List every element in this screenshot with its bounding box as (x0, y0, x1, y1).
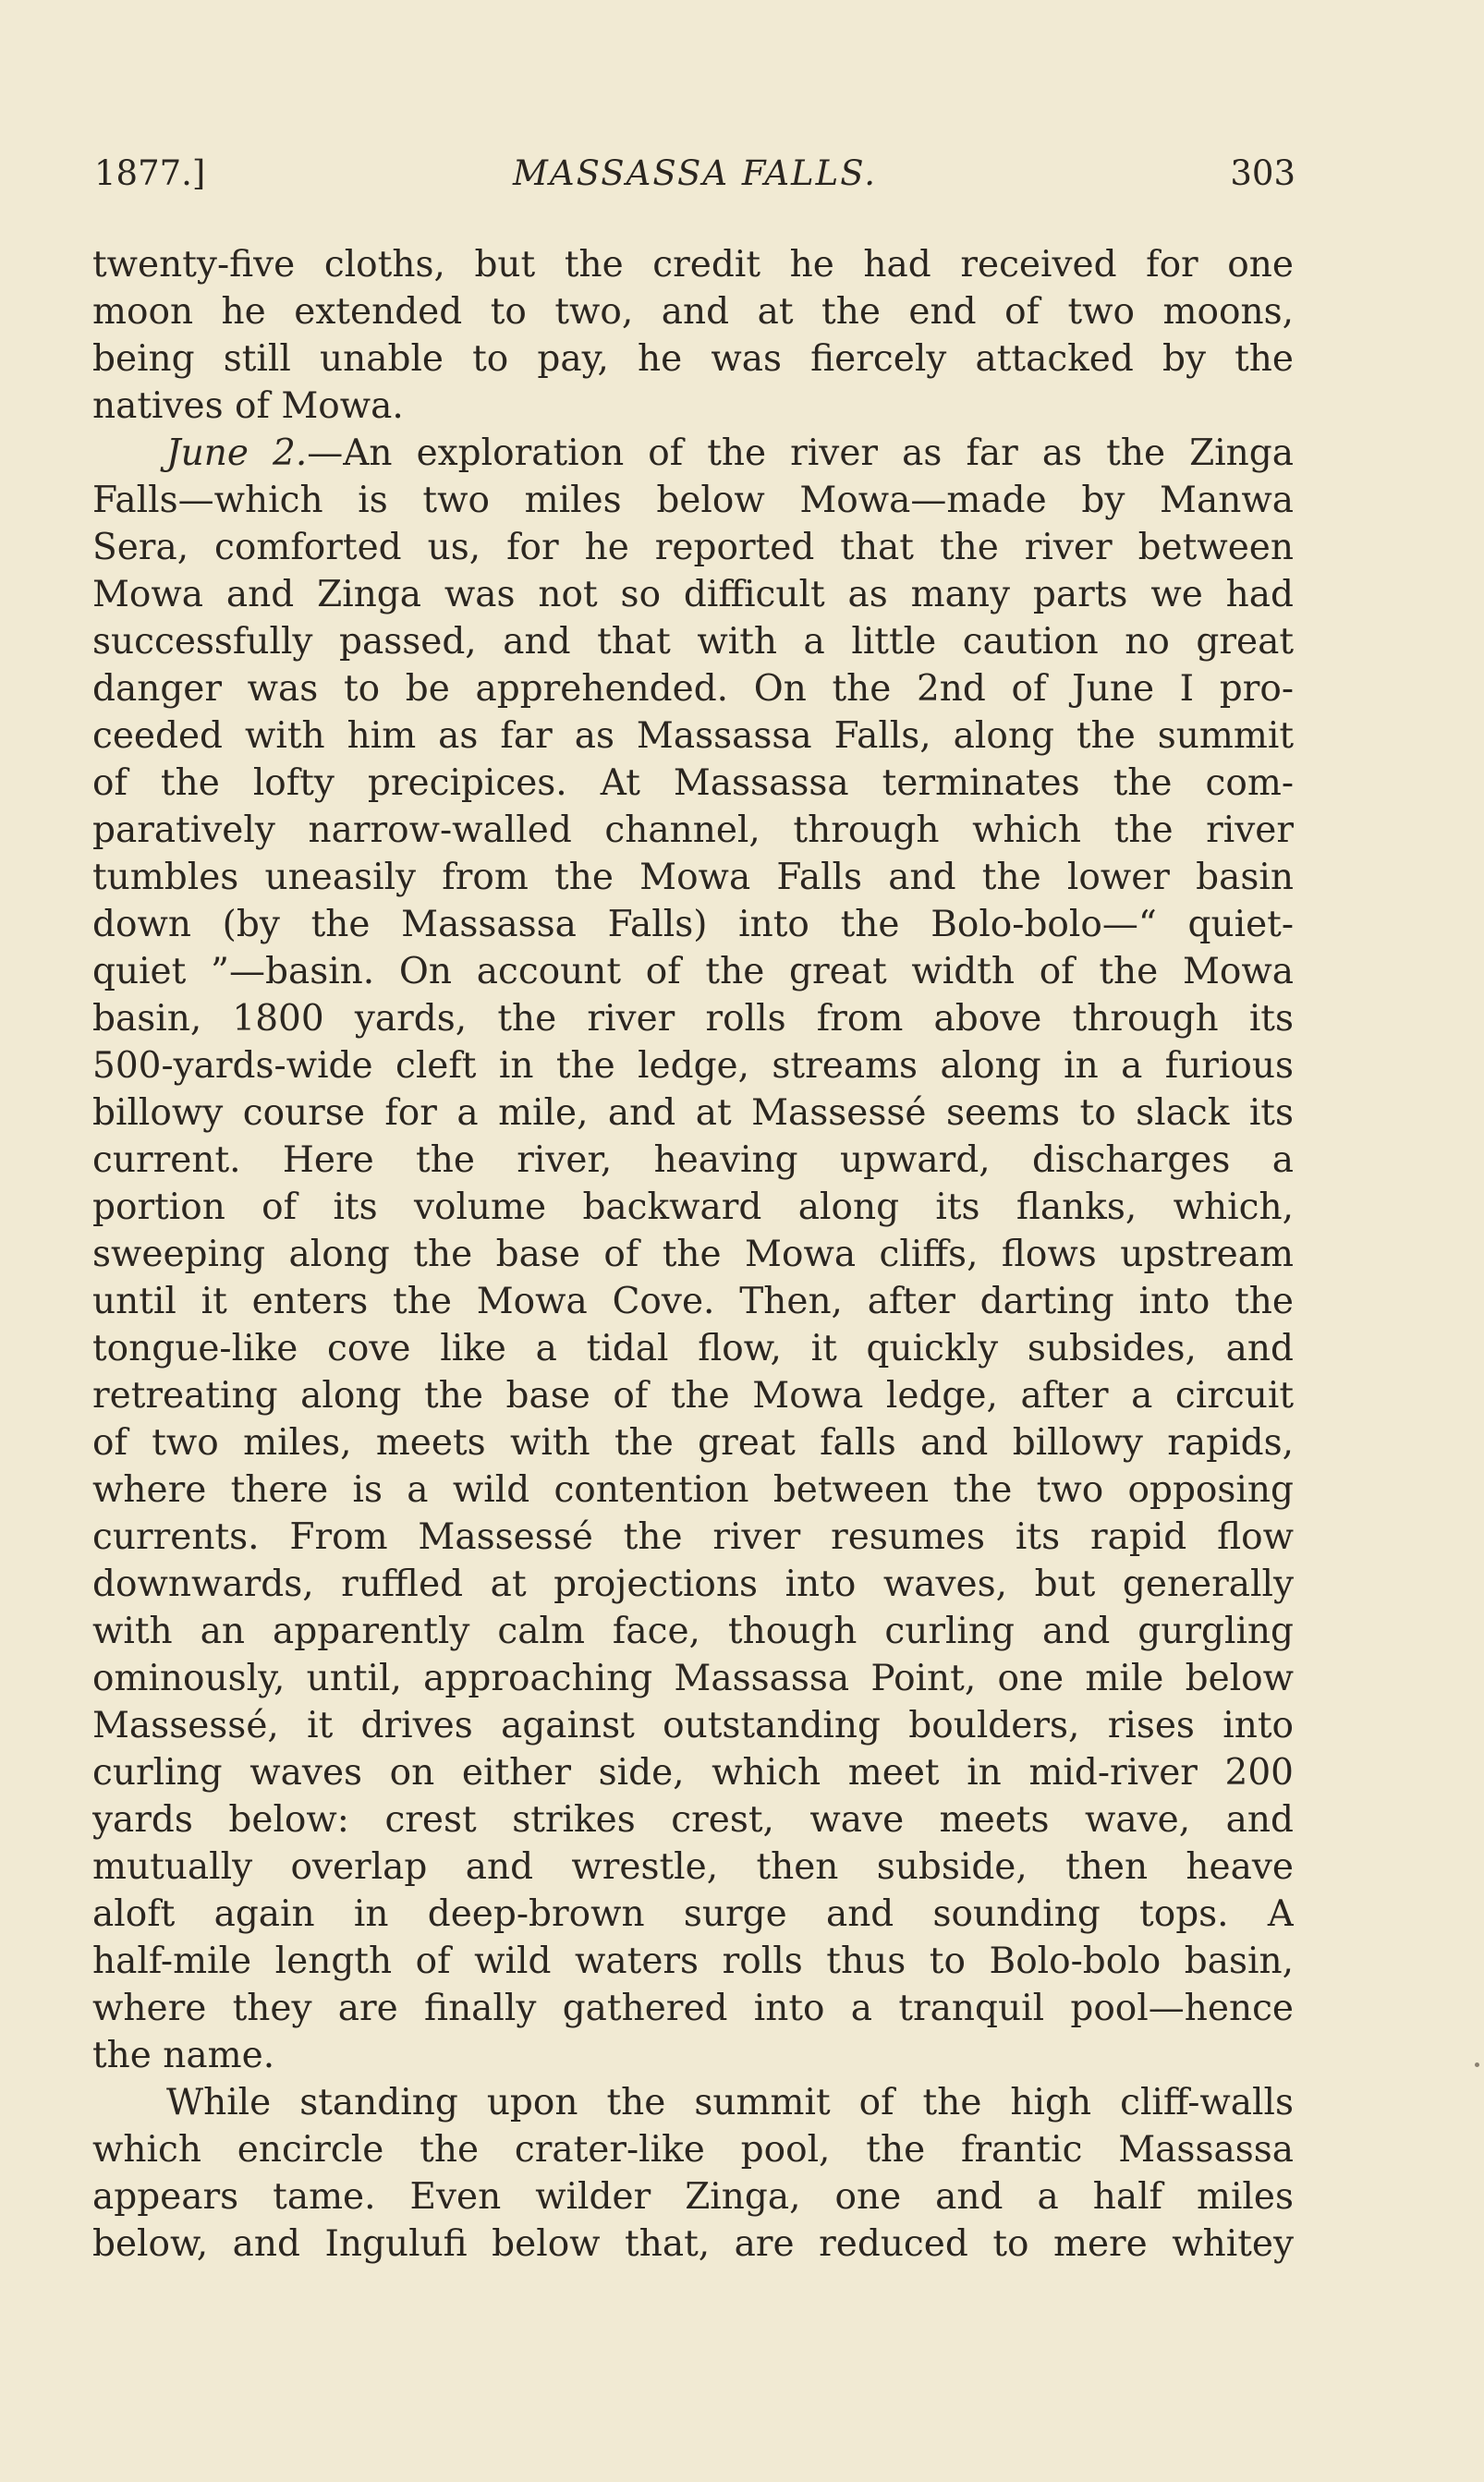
text-line: While standing upon the summit of the high cliff-walls (166, 2082, 1294, 2123)
text-line-content: —An exploration of the river as far as the Zinga (307, 432, 1294, 474)
text-line: where there is a wild contention between the two opposing (92, 1469, 1294, 1511)
text-line: moon he extended to two, and at the end of two moons, (92, 291, 1294, 333)
text-line: successfully passed, and that with a little caution no great (92, 621, 1294, 663)
text-line: of the lofty precipices. At Massassa terminates the com- (92, 762, 1294, 804)
text-line: curling waves on either side, which meet in mid-river 200 (92, 1752, 1294, 1794)
text-line: aloft again in deep-brown surge and sounding tops. A (92, 1893, 1294, 1935)
text-line: natives of Mowa. (92, 385, 404, 427)
text-line: with an apparently calm face, though curling and gurgling (92, 1611, 1294, 1652)
text-line: billowy course for a mile, and at Massessé seems to slack its (92, 1092, 1294, 1134)
text-line: being still unable to pay, he was fiercely attacked by the (92, 338, 1294, 380)
text-line: basin, 1800 yards, the river rolls from above through its (92, 998, 1294, 1040)
text-line: the name. (92, 2035, 275, 2076)
text-line: which encircle the crater-like pool, the frantic Massassa (92, 2129, 1294, 2171)
text-line: danger was to be apprehended. On the 2nd of June I pro- (92, 668, 1294, 710)
text-line: downwards, ruffled at projections into waves, but generally (92, 1563, 1294, 1605)
page-header (94, 153, 1295, 200)
text-line: yards below: crest strikes crest, wave meets wave, and (92, 1799, 1294, 1841)
text-line: down (by the Massassa Falls) into the Bolo-bolo—“ quiet- (92, 904, 1294, 945)
text-line: Falls—which is two miles below Mowa—made by Manwa (92, 480, 1294, 521)
text-line: tongue-like cove like a tidal flow, it quickly subsides, and (92, 1328, 1294, 1369)
margin-speck (1475, 2062, 1479, 2067)
text-line: ominously, until, approaching Massassa Point, one mile below (92, 1658, 1294, 1699)
text-line: appears tame. Even wilder Zinga, one and a half miles (92, 2176, 1294, 2218)
text-line: currents. From Massessé the river resumes its rapid flow (92, 1516, 1294, 1558)
text-line: ceeded with him as far as Massassa Falls, along the summit (92, 715, 1294, 757)
text-line: retreating along the base of the Mowa ledge, after a circuit (92, 1375, 1294, 1417)
text-line (92, 430, 1294, 477)
text-line: twenty-five cloths, but the credit he had received for one (92, 244, 1294, 286)
text-line: Mowa and Zinga was not so difficult as many parts we had (92, 574, 1294, 615)
text-line: paratively narrow-walled channel, through which the river (92, 809, 1294, 851)
text-line: of two miles, meets with the great falls and billowy rapids, (92, 1422, 1294, 1464)
running-year: 1877.] (94, 153, 206, 193)
text-line: half-mile length of wild waters rolls thus to Bolo-bolo basin, (92, 1941, 1294, 1982)
text-line: until it enters the Mowa Cove. Then, after darting into the (92, 1281, 1294, 1322)
page-number: 303 (1230, 153, 1295, 193)
text-line: 500-yards-wide cleft in the ledge, streams along in a furious (92, 1045, 1294, 1087)
text-line: Sera, comforted us, for he reported that the river between (92, 527, 1294, 568)
text-line: sweeping along the base of the Mowa cliffs, flows upstream (92, 1234, 1294, 1275)
body-text (92, 241, 1294, 2268)
date-label: June 2. (166, 432, 308, 474)
text-line: where they are finally gathered into a tranquil pool—hence (92, 1988, 1294, 2029)
text-line: Massessé, it drives against outstanding boulders, rises into (92, 1705, 1294, 1746)
running-title: MASSASSA FALLS. (512, 153, 877, 193)
text-line: mutually overlap and wrestle, then subside, then heave (92, 1846, 1294, 1888)
text-line: below, and Ingulufi below that, are reduced to mere whitey (92, 2223, 1294, 2265)
text-line: tumbles uneasily from the Mowa Falls and the lower basin (92, 857, 1294, 898)
text-line: current. Here the river, heaving upward, discharges a (92, 1139, 1294, 1181)
text-line: portion of its volume backward along its flanks, which, (92, 1186, 1294, 1228)
text-line: quiet ”—basin. On account of the great width of the Mowa (92, 951, 1294, 992)
